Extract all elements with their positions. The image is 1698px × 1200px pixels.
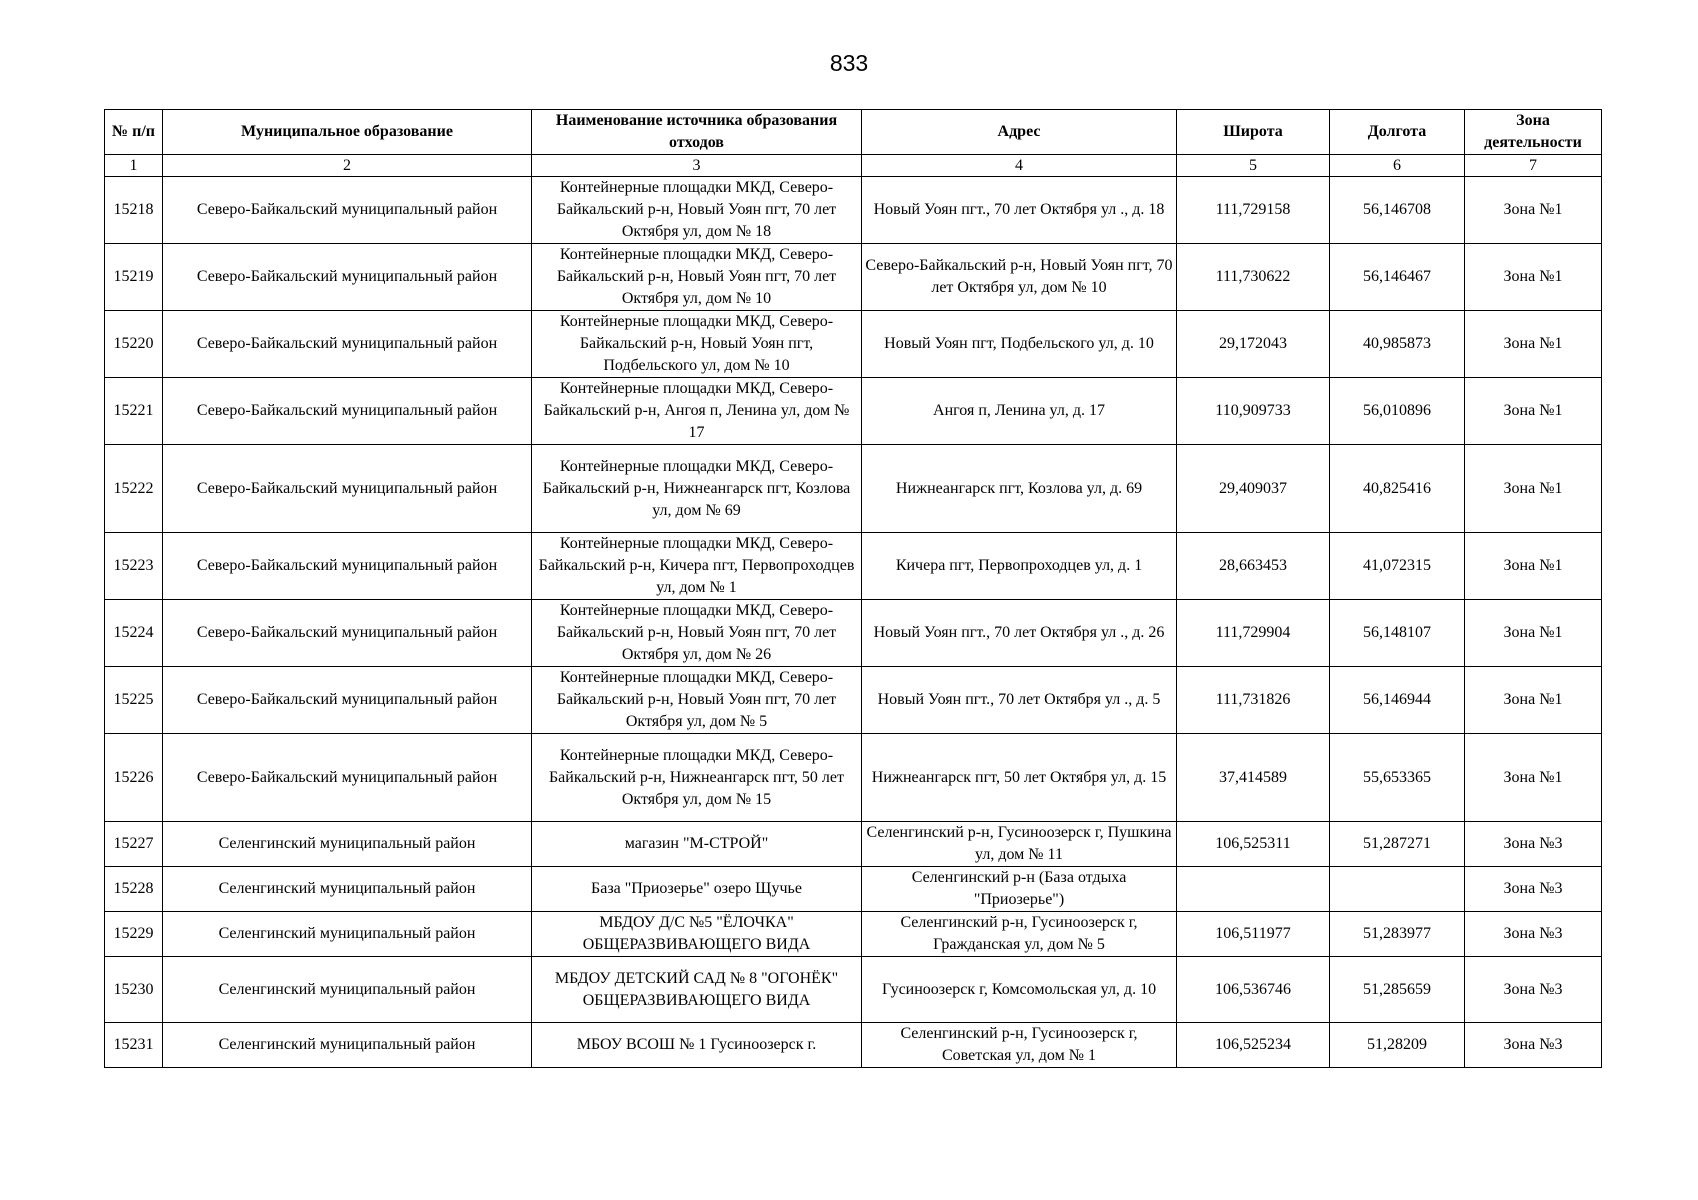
zone-cell: Зона №1 [1465, 445, 1602, 533]
zone-cell: Зона №3 [1465, 957, 1602, 1023]
table-row [105, 533, 1602, 600]
table-row [105, 445, 1602, 533]
row-number: 15222 [105, 445, 163, 533]
longitude-cell: 51,283977 [1330, 912, 1465, 957]
row-number: 15225 [105, 667, 163, 734]
source-cell: Контейнерные площадки МКД, Северо-Байкальский р-н, Нижнеангарск пгт, 50 лет Октября ул, дом № 15 [532, 734, 862, 822]
zone-cell: Зона №1 [1465, 667, 1602, 734]
municipality-cell: Селенгинский муниципальный район [163, 822, 532, 867]
longitude-cell: 51,285659 [1330, 957, 1465, 1023]
zone-cell: Зона №1 [1465, 244, 1602, 311]
longitude-cell [1330, 867, 1465, 912]
latitude-cell: 111,729158 [1177, 177, 1330, 244]
table-row [105, 311, 1602, 378]
column-number-cell: 3 [532, 155, 862, 177]
column-number-cell: 4 [862, 155, 1177, 177]
source-cell: Контейнерные площадки МКД, Северо-Байкальский р-н, Новый Уоян пгт, 70 лет Октября ул, дом № 26 [532, 600, 862, 667]
municipality-cell: Северо-Байкальский муниципальный район [163, 378, 532, 445]
table-row [105, 378, 1602, 445]
source-cell: База "Приозерье" озеро Щучье [532, 867, 862, 912]
address-cell: Новый Уоян пгт., 70 лет Октября ул ., д. 18 [862, 177, 1177, 244]
source-cell: Контейнерные площадки МКД, Северо-Байкальский р-н, Новый Уоян пгт, 70 лет Октября ул, дом № 10 [532, 244, 862, 311]
header-cell-source: Наименование источника образования отходов [532, 110, 862, 155]
zone-cell: Зона №1 [1465, 533, 1602, 600]
address-cell: Селенгинский р-н, Гусиноозерск г, Гражданская ул, дом № 5 [862, 912, 1177, 957]
table-row [105, 177, 1602, 244]
source-cell: МБДОУ Д/С №5 "ЁЛОЧКА" ОБЩЕРАЗВИВАЮЩЕГО ВИДА [532, 912, 862, 957]
row-number: 15226 [105, 734, 163, 822]
column-number-cell: 6 [1330, 155, 1465, 177]
source-cell: Контейнерные площадки МКД, Северо-Байкальский р-н, Новый Уоян пгт, 70 лет Октября ул, дом № 18 [532, 177, 862, 244]
row-number: 15223 [105, 533, 163, 600]
zone-cell: Зона №3 [1465, 1023, 1602, 1068]
address-cell: Селенгинский р-н, Гусиноозерск г, Советская ул, дом № 1 [862, 1023, 1177, 1068]
source-cell: МБДОУ ДЕТСКИЙ САД № 8 "ОГОНЁК" ОБЩЕРАЗВИВАЮЩЕГО ВИДА [532, 957, 862, 1023]
address-cell: Новый Уоян пгт, Подбельского ул, д. 10 [862, 311, 1177, 378]
source-cell: МБОУ ВСОШ № 1 Гусиноозерск г. [532, 1023, 862, 1068]
table-row [105, 734, 1602, 822]
column-number-cell: 5 [1177, 155, 1330, 177]
latitude-cell: 37,414589 [1177, 734, 1330, 822]
header-cell-latitude: Широта [1177, 110, 1330, 155]
address-cell: Селенгинский р-н (База отдыха "Приозерье") [862, 867, 1177, 912]
source-cell: Контейнерные площадки МКД, Северо-Байкальский р-н, Новый Уоян пгт, 70 лет Октября ул, дом № 5 [532, 667, 862, 734]
table-row [105, 867, 1602, 912]
table-row [105, 244, 1602, 311]
zone-cell: Зона №3 [1465, 867, 1602, 912]
zone-cell: Зона №3 [1465, 822, 1602, 867]
longitude-cell: 56,010896 [1330, 378, 1465, 445]
latitude-cell: 111,730622 [1177, 244, 1330, 311]
municipality-cell: Северо-Байкальский муниципальный район [163, 311, 532, 378]
row-number: 15220 [105, 311, 163, 378]
latitude-cell [1177, 867, 1330, 912]
address-cell: Гусиноозерск г, Комсомольская ул, д. 10 [862, 957, 1177, 1023]
page-number: 833 [829, 50, 869, 76]
longitude-cell: 41,072315 [1330, 533, 1465, 600]
column-number-cell: 7 [1465, 155, 1602, 177]
address-cell: Новый Уоян пгт., 70 лет Октября ул ., д. 5 [862, 667, 1177, 734]
latitude-cell: 29,172043 [1177, 311, 1330, 378]
header-cell-longitude: Долгота [1330, 110, 1465, 155]
header-cell-zone: Зона деятельности [1465, 110, 1602, 155]
latitude-cell: 29,409037 [1177, 445, 1330, 533]
zone-cell: Зона №1 [1465, 177, 1602, 244]
column-number-cell: 2 [163, 155, 532, 177]
longitude-cell: 40,825416 [1330, 445, 1465, 533]
header-cell-address: Адрес [862, 110, 1177, 155]
municipality-cell: Северо-Байкальский муниципальный район [163, 533, 532, 600]
latitude-cell: 106,525311 [1177, 822, 1330, 867]
row-number: 15219 [105, 244, 163, 311]
latitude-cell: 110,909733 [1177, 378, 1330, 445]
latitude-cell: 106,536746 [1177, 957, 1330, 1023]
municipality-cell: Северо-Байкальский муниципальный район [163, 244, 532, 311]
row-number: 15218 [105, 177, 163, 244]
column-number-cell: 1 [105, 155, 163, 177]
municipality-cell: Селенгинский муниципальный район [163, 1023, 532, 1068]
source-cell: магазин "М-СТРОЙ" [532, 822, 862, 867]
source-cell: Контейнерные площадки МКД, Северо-Байкальский р-н, Нижнеангарск пгт, Козлова ул, дом № 69 [532, 445, 862, 533]
address-cell: Нижнеангарск пгт, 50 лет Октября ул, д. 15 [862, 734, 1177, 822]
row-number: 15221 [105, 378, 163, 445]
longitude-cell: 56,146708 [1330, 177, 1465, 244]
municipality-cell: Северо-Байкальский муниципальный район [163, 667, 532, 734]
longitude-cell: 40,985873 [1330, 311, 1465, 378]
zone-cell: Зона №1 [1465, 378, 1602, 445]
municipality-cell: Селенгинский муниципальный район [163, 867, 532, 912]
row-number: 15224 [105, 600, 163, 667]
municipality-cell: Северо-Байкальский муниципальный район [163, 600, 532, 667]
source-cell: Контейнерные площадки МКД, Северо-Байкальский р-н, Кичера пгт, Первопроходцев ул, дом № 1 [532, 533, 862, 600]
municipality-cell: Северо-Байкальский муниципальный район [163, 734, 532, 822]
table-row [105, 822, 1602, 867]
address-cell: Селенгинский р-н, Гусиноозерск г, Пушкина ул, дом № 11 [862, 822, 1177, 867]
address-cell: Кичера пгт, Первопроходцев ул, д. 1 [862, 533, 1177, 600]
row-number: 15229 [105, 912, 163, 957]
row-number: 15227 [105, 822, 163, 867]
table-row [105, 912, 1602, 957]
row-number: 15228 [105, 867, 163, 912]
latitude-cell: 111,731826 [1177, 667, 1330, 734]
source-cell: Контейнерные площадки МКД, Северо-Байкальский р-н, Ангоя п, Ленина ул, дом № 17 [532, 378, 862, 445]
address-cell: Северо-Байкальский р-н, Новый Уоян пгт, 70 лет Октября ул, дом № 10 [862, 244, 1177, 311]
longitude-cell: 56,146944 [1330, 667, 1465, 734]
waste-sources-table [104, 109, 1602, 1068]
table-row [105, 600, 1602, 667]
latitude-cell: 111,729904 [1177, 600, 1330, 667]
longitude-cell: 55,653365 [1330, 734, 1465, 822]
longitude-cell: 56,148107 [1330, 600, 1465, 667]
table-row [105, 957, 1602, 1023]
longitude-cell: 51,287271 [1330, 822, 1465, 867]
address-cell: Новый Уоян пгт., 70 лет Октября ул ., д. 26 [862, 600, 1177, 667]
column-number-row [105, 155, 1602, 177]
header-cell-num: № п/п [105, 110, 163, 155]
municipality-cell: Селенгинский муниципальный район [163, 912, 532, 957]
address-cell: Нижнеангарск пгт, Козлова ул, д. 69 [862, 445, 1177, 533]
table-row [105, 667, 1602, 734]
header-row [105, 110, 1602, 155]
longitude-cell: 51,28209 [1330, 1023, 1465, 1068]
table-row [105, 1023, 1602, 1068]
row-number: 15231 [105, 1023, 163, 1068]
zone-cell: Зона №1 [1465, 600, 1602, 667]
municipality-cell: Селенгинский муниципальный район [163, 957, 532, 1023]
municipality-cell: Северо-Байкальский муниципальный район [163, 445, 532, 533]
longitude-cell: 56,146467 [1330, 244, 1465, 311]
row-number: 15230 [105, 957, 163, 1023]
latitude-cell: 106,511977 [1177, 912, 1330, 957]
address-cell: Ангоя п, Ленина ул, д. 17 [862, 378, 1177, 445]
zone-cell: Зона №1 [1465, 311, 1602, 378]
zone-cell: Зона №1 [1465, 734, 1602, 822]
latitude-cell: 28,663453 [1177, 533, 1330, 600]
municipality-cell: Северо-Байкальский муниципальный район [163, 177, 532, 244]
header-cell-municipality: Муниципальное образование [163, 110, 532, 155]
latitude-cell: 106,525234 [1177, 1023, 1330, 1068]
zone-cell: Зона №3 [1465, 912, 1602, 957]
source-cell: Контейнерные площадки МКД, Северо-Байкальский р-н, Новый Уоян пгт, Подбельского ул, дом № 10 [532, 311, 862, 378]
